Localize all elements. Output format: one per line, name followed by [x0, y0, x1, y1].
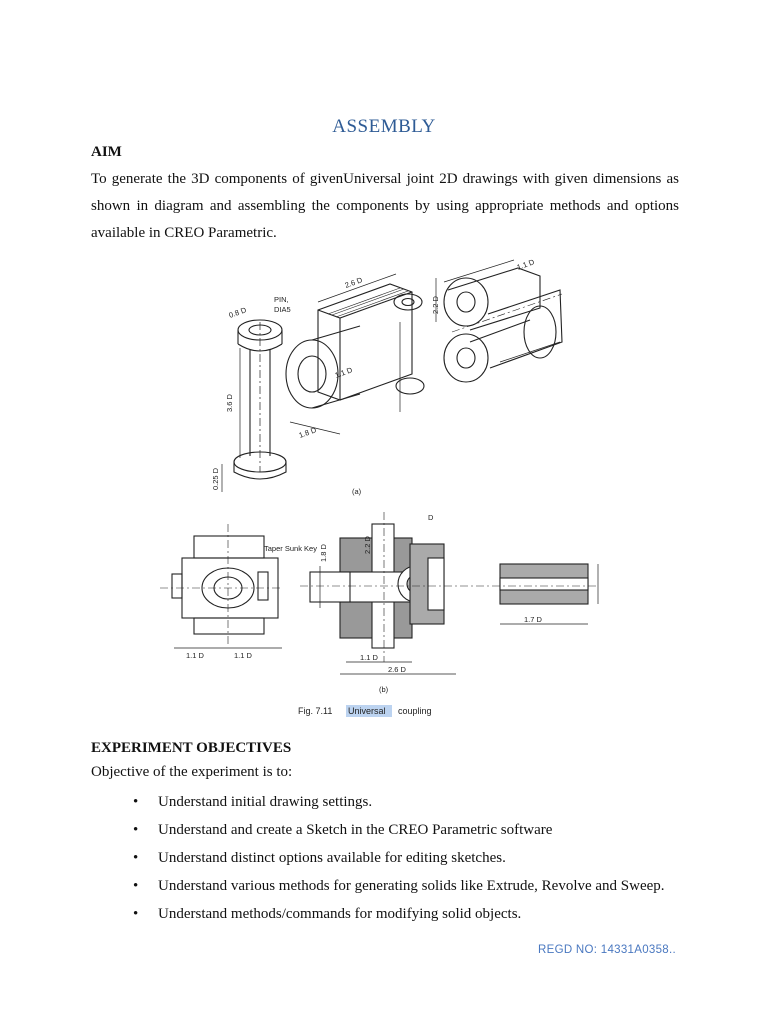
dim-3-6d: 3.6 D — [225, 394, 234, 412]
dim-1-1d-left2: 1.1 D — [234, 651, 252, 660]
dim-0-8d: 0.8 D — [227, 305, 248, 320]
dim-1-8d: 1.8 D — [297, 425, 318, 440]
objectives-list — [91, 788, 691, 928]
dim-1-8d-b: 1.8 D — [319, 544, 328, 562]
caption-highlight: Universal — [348, 706, 386, 716]
universal-coupling-figure — [186, 257, 620, 722]
drawing-a — [211, 257, 562, 496]
taper-sunk-key-label: Taper Sunk Key — [264, 544, 317, 553]
label-b: (b) — [379, 685, 389, 694]
dim-1-1d-left: 1.1 D — [186, 651, 204, 660]
dim-1-1d-right: 1.1 D — [515, 257, 536, 272]
label-a: (a) — [352, 487, 362, 496]
objectives-heading: EXPERIMENT OBJECTIVES — [91, 740, 292, 756]
dim-dia: DIA5 — [274, 305, 291, 314]
caption-suffix: coupling — [398, 706, 432, 716]
dim-2-6d-b: 2.6 D — [388, 665, 406, 674]
dim-1-1d: 1.1 D — [333, 365, 354, 380]
dim-2-6d: 2.6 D — [343, 275, 364, 290]
figure-caption — [298, 705, 432, 717]
dim-0-25d: 0.25 D — [211, 467, 220, 490]
list-item: • Understand distinct options available for editing sketches. — [91, 844, 691, 872]
dim-1-7d: 1.7 D — [524, 615, 542, 624]
list-item: • Understand and create a Sketch in the CREO Parametric software — [91, 816, 691, 844]
dim-2-2d: 2.2 D — [431, 296, 440, 314]
dim-pin: PIN, — [274, 295, 289, 304]
list-item: • Understand initial drawing settings. — [91, 788, 691, 816]
list-item: • Understand various methods for generating solids like Extrude, Revolve and Sweep. — [91, 872, 691, 900]
page-title: ASSEMBLY — [332, 116, 436, 137]
drawing-b — [160, 512, 598, 694]
aim-heading: AIM — [91, 144, 122, 160]
objectives-intro: Objective of the experiment is to: — [91, 764, 293, 780]
aim-paragraph: To generate the 3D components of givenUniversal joint 2D drawings with given dimensions as shown in diagram and assembling the components by using appropriate methods and options available in CREO Parametric. — [91, 171, 679, 241]
list-item: • Understand methods/commands for modifying solid objects. — [91, 900, 691, 928]
dim-1-1d-b: 1.1 D — [360, 653, 378, 662]
registration-number: REGD NO: 14331A0358.. — [538, 944, 676, 956]
dim-2-2d-b: 2.2 D — [363, 536, 372, 554]
caption-prefix: Fig. 7.11 — [298, 706, 333, 716]
dim-d: D — [428, 513, 434, 522]
